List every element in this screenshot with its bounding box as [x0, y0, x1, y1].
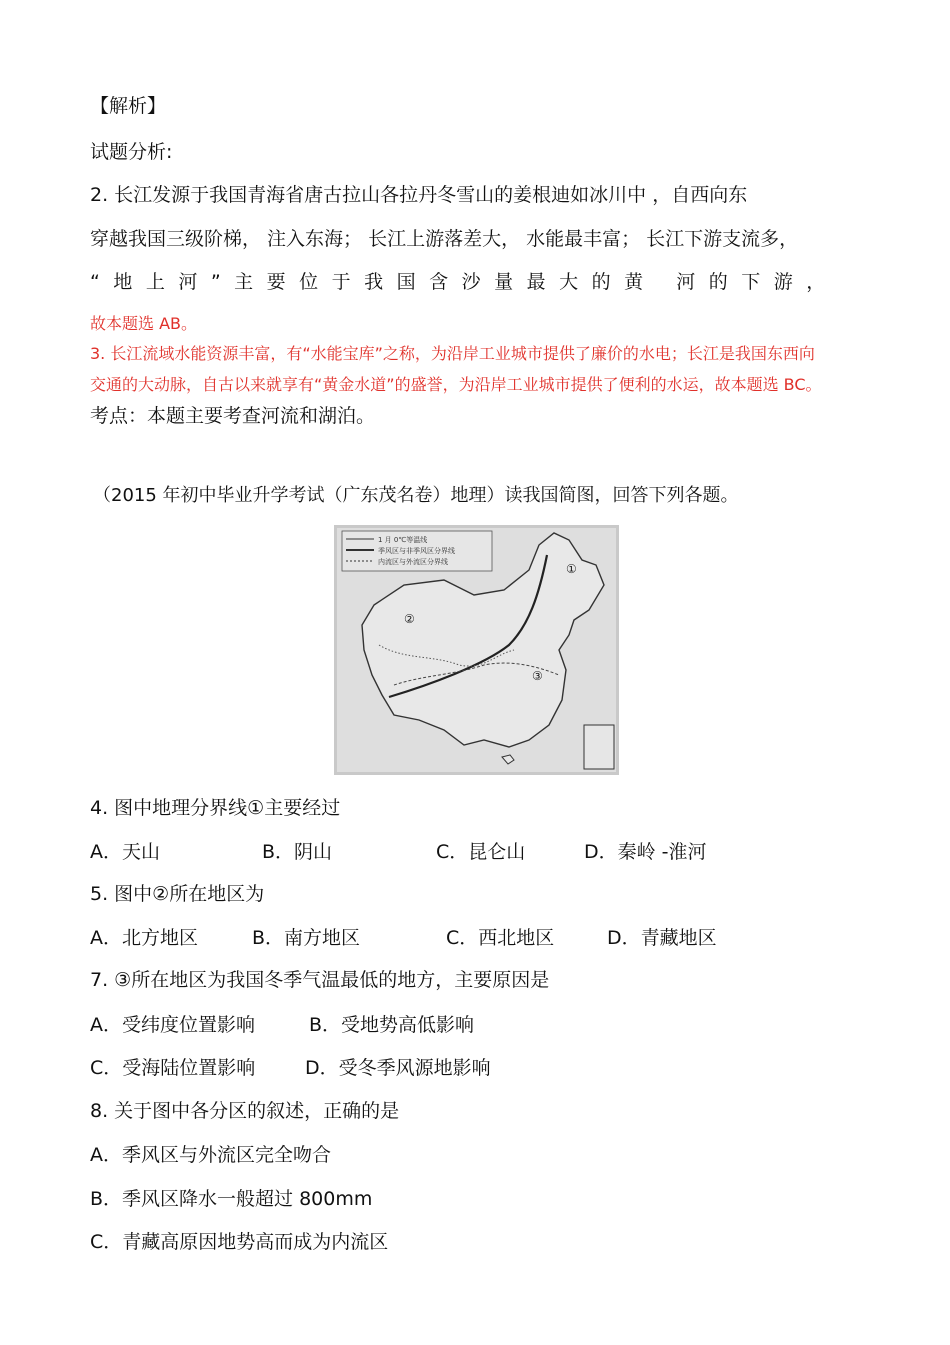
q8-option-b: B．季风区降水一般超过 800mm [90, 1188, 373, 1210]
q2-line-3: “地上河”主要位于我国含沙量最大的黄 河的下游， [90, 271, 839, 293]
analysis-subtitle: 试题分析: [90, 141, 173, 163]
q4-option-b: B．阴山 [262, 841, 333, 863]
q8-option-c: C．青藏高原因地势高而成为内流区 [90, 1231, 389, 1253]
q5-option-a: A．北方地区 [90, 927, 198, 949]
q4-option-a: A．天山 [90, 841, 160, 863]
q7-option-c: C．受海陆位置影响 [90, 1057, 256, 1079]
answer-line-ab: 故本题选 AB。 [90, 314, 198, 333]
q8-stem: 8. 关于图中各分区的叙述，正确的是 [90, 1100, 400, 1122]
q5-option-c: C．西北地区 [446, 927, 555, 949]
map-marker-2: ② [404, 612, 415, 626]
q5-stem: 5. 图中②所在地区为 [90, 883, 265, 905]
q7-option-b: B．受地势高低影响 [309, 1014, 475, 1036]
q4-option-d: D．秦岭 -淮河 [584, 841, 707, 863]
q7-option-d: D．受冬季风源地影响 [305, 1057, 491, 1079]
q4-stem: 4. 图中地理分界线①主要经过 [90, 797, 341, 819]
q7-option-a: A．受纬度位置影响 [90, 1014, 255, 1036]
q5-option-b: B．南方地区 [252, 927, 361, 949]
south-sea-inset [584, 725, 614, 769]
q5-option-d: D．青藏地区 [607, 927, 717, 949]
analysis-header: 【解析】 [90, 95, 167, 117]
intro-line: （2015 年初中毕业升学考试（广东茂名卷）地理）读我国简图，回答下列各题。 [93, 485, 739, 506]
q3-analysis-line-1: 3. 长江流域水能资源丰富，有“水能宝库”之称，为沿岸工业城市提供了廉价的水电；长江是我国东西向 [90, 344, 815, 363]
map-marker-3: ③ [532, 669, 543, 683]
legend-item-monsoon-line: 季风区与非季风区分界线 [378, 547, 455, 555]
legend-item-isotherm: 1 月 0℃等温线 [378, 536, 428, 544]
q8-option-a: A．季风区与外流区完全吻合 [90, 1144, 331, 1166]
q2-line-1: 2. 长江发源于我国青海省唐古拉山各拉丹冬雪山的姜根迪如冰川中 ，自西向东 [90, 184, 748, 206]
q2-line-2: 穿越我国三级阶梯， 注入东海； 长江上游落差大， 水能最丰富； 长江下游支流多， [90, 228, 799, 250]
map-legend [342, 531, 492, 571]
kaodian-line: 考点：本题主要考查河流和湖泊。 [90, 405, 376, 427]
q3-analysis-line-2: 交通的大动脉，自古以来就享有“黄金水道”的盛誉，为沿岸工业城市提供了便利的水运，故本题选 BC。 [90, 375, 822, 394]
china-map-image [334, 525, 619, 775]
q7-stem: 7. ③所在地区为我国冬季气温最低的地方，主要原因是 [90, 969, 550, 991]
legend-item-drainage-line: 内流区与外流区分界线 [378, 558, 448, 566]
map-marker-1: ① [566, 562, 577, 576]
q4-option-c: C．昆仑山 [436, 841, 526, 863]
